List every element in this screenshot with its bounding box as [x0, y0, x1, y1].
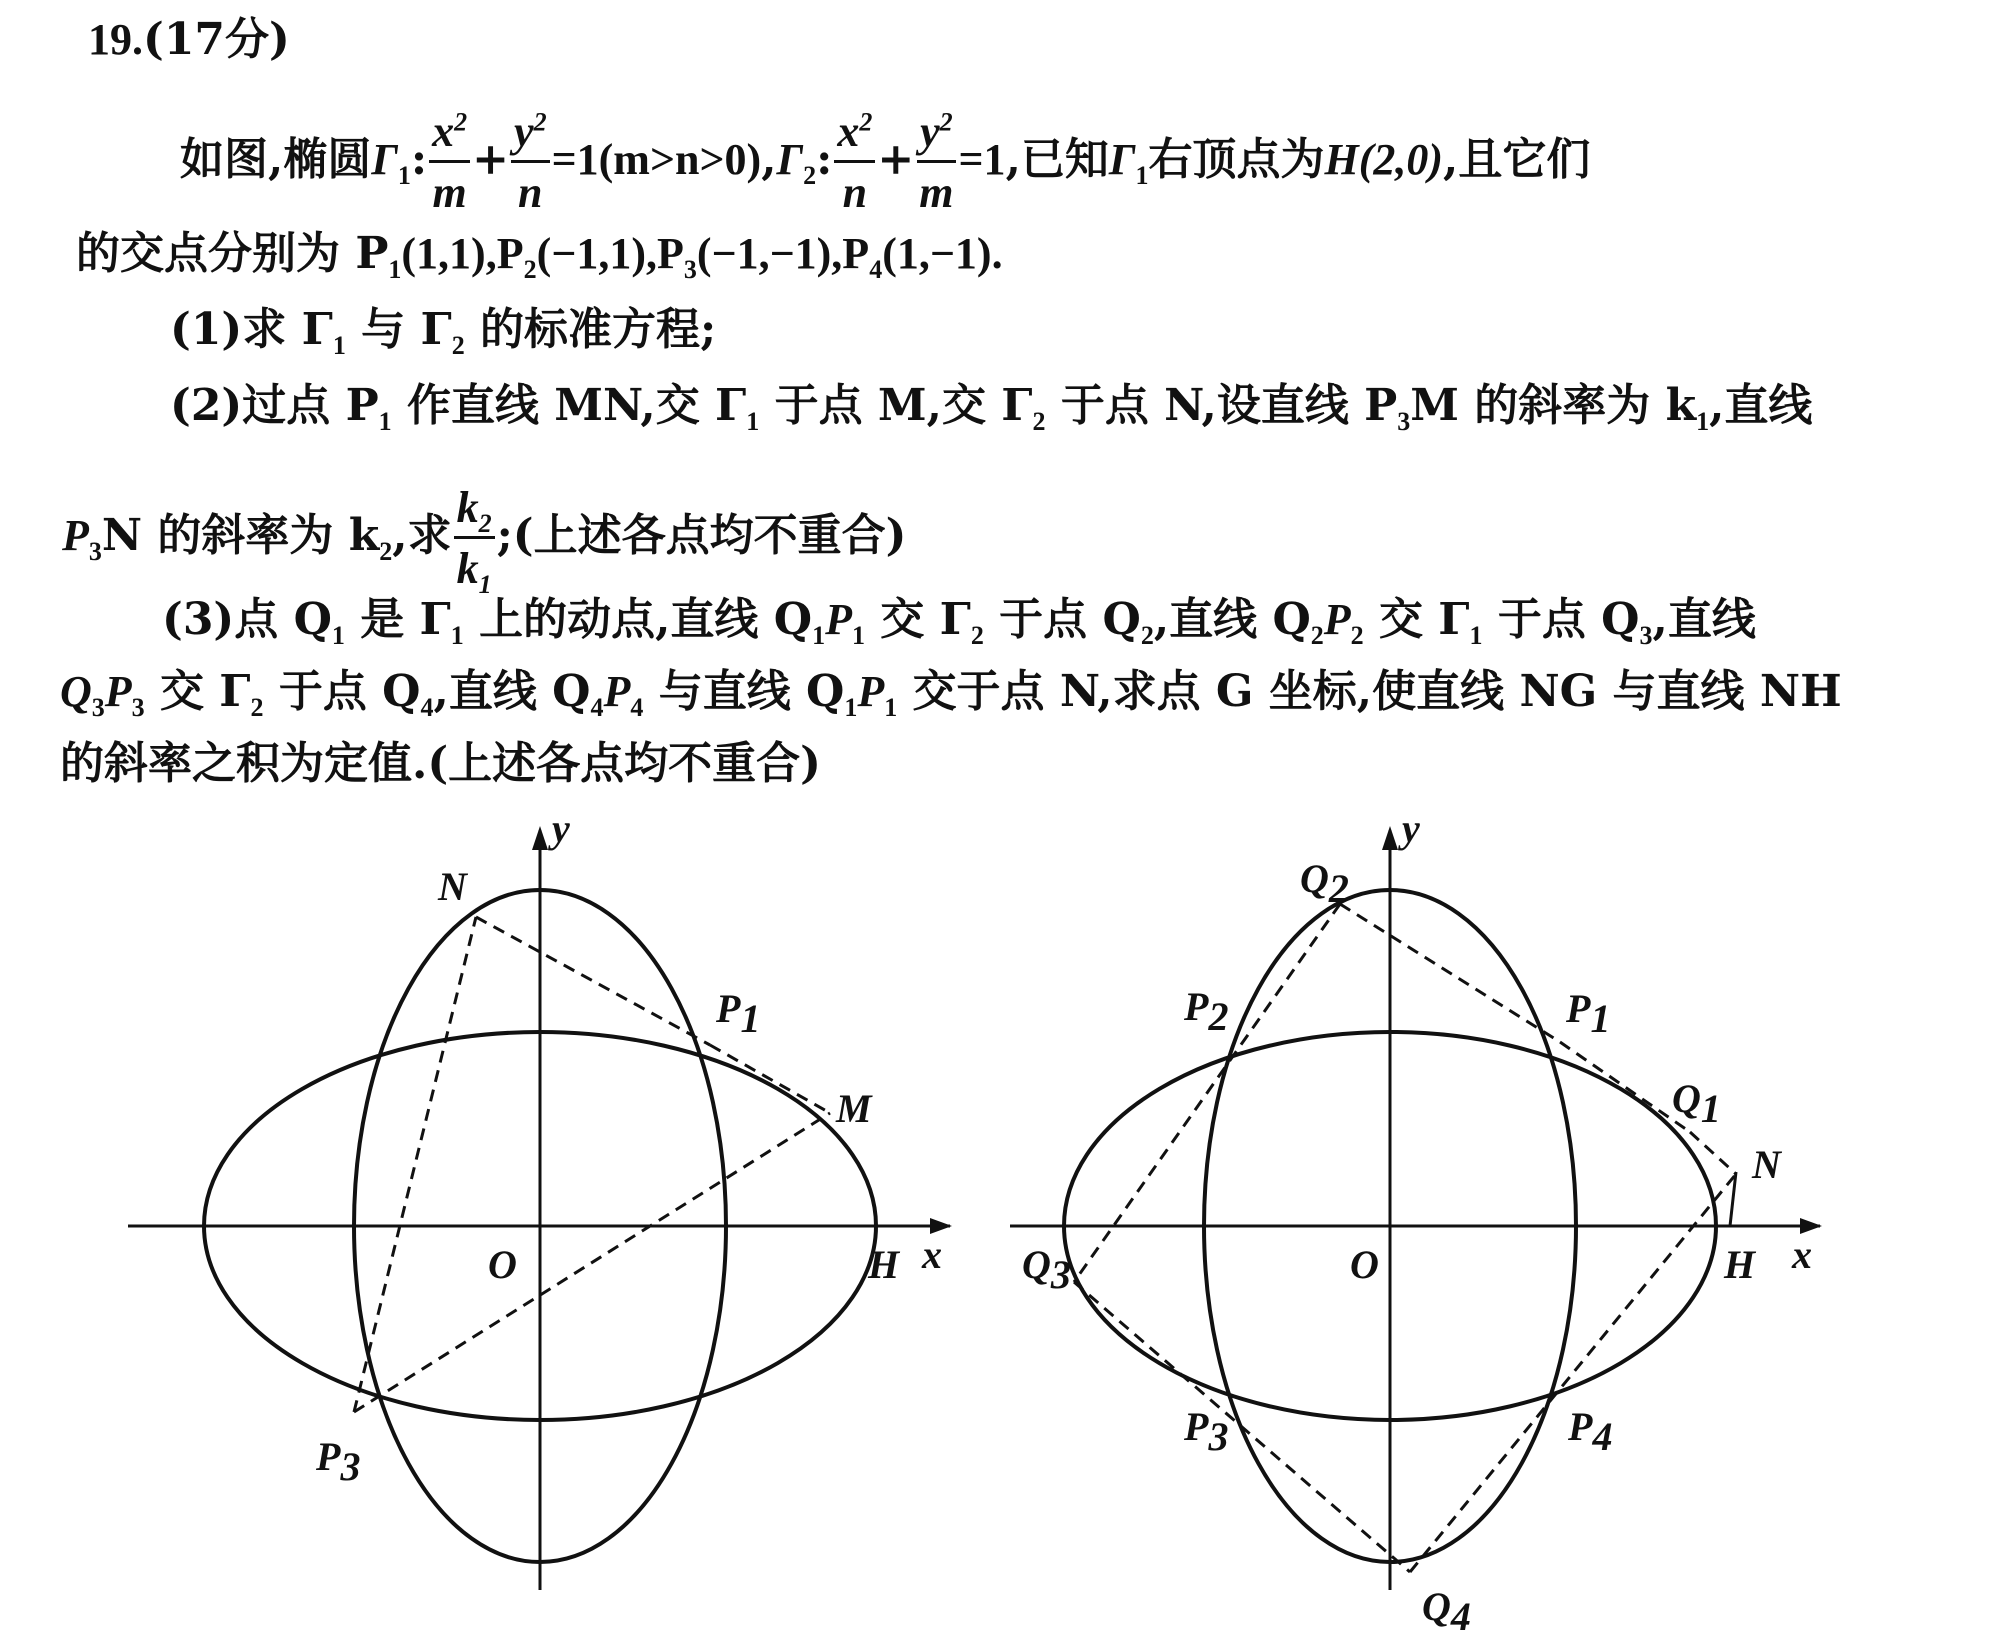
line-p1-m: [710, 1045, 830, 1113]
gamma-symbol: Γ: [371, 135, 398, 184]
sub: 1: [331, 620, 345, 650]
q2-text: P: [62, 511, 89, 560]
intro-text: 右顶点为: [1148, 134, 1325, 185]
sub: 3: [91, 692, 105, 722]
q3-text: 的斜率之积为定值.(上述各点均不重合): [60, 738, 821, 789]
q3-text: 是 Γ: [344, 594, 451, 645]
q3-text: ,直线 Q: [433, 666, 591, 717]
question-2-line-1: [170, 378, 1812, 434]
sub: 2: [1350, 620, 1364, 650]
q3-text: P: [825, 595, 852, 644]
n-symbol: n: [842, 168, 868, 217]
label-y: y: [1402, 806, 1420, 851]
sub: 1: [812, 620, 826, 650]
q2-text: 于点 M,交 Γ: [759, 380, 1033, 431]
q3-text: P: [1323, 595, 1351, 644]
sup: 2: [533, 107, 547, 137]
point-h: H(2,0): [1324, 135, 1443, 184]
q3-text: 交 Γ: [144, 666, 251, 717]
gamma-symbol: Γ: [776, 135, 804, 184]
label-h: H: [1724, 1242, 1756, 1287]
label-n: N: [1752, 1142, 1781, 1187]
intro-line-1: [180, 107, 1591, 217]
sub: 3: [1397, 406, 1411, 436]
sub: 1: [1135, 160, 1149, 190]
m-symbol: m: [919, 168, 954, 217]
fraction-y2-m: [916, 107, 956, 217]
fraction-x2-m: [429, 107, 470, 217]
colon: :: [410, 134, 428, 185]
p2-coords: (−1,1),P: [536, 229, 684, 278]
line-q3-q4: [1074, 1282, 1410, 1572]
sub: 2: [379, 536, 393, 566]
y-axis-arrow-icon: [1382, 826, 1398, 850]
label-p2: P2: [1184, 984, 1229, 1039]
sub: 1: [397, 160, 411, 190]
q1-text: 的标准方程;: [464, 304, 717, 355]
sub: 4: [420, 692, 434, 722]
sub: 2: [250, 692, 264, 722]
k-symbol: k: [456, 544, 479, 593]
q3-text: P: [857, 667, 885, 716]
label-x: x: [922, 1232, 942, 1277]
sub: 1: [378, 406, 392, 436]
p1-coords: (1,1),P: [401, 229, 524, 278]
y-symbol: y: [514, 107, 534, 156]
sub: 1: [1469, 620, 1483, 650]
q2-text: 于点 N,设直线 P: [1045, 380, 1398, 431]
equation-condition: =1(m>n>0): [551, 135, 762, 184]
intro-text: ,且它们: [1443, 134, 1591, 185]
sub: 3: [88, 536, 102, 566]
label-o: O: [1350, 1242, 1379, 1287]
sub: 1: [884, 692, 898, 722]
label-m: M: [836, 1086, 872, 1131]
q3-text: P: [603, 667, 631, 716]
x-symbol: x: [432, 107, 455, 156]
sub: 2: [1032, 406, 1046, 436]
line-q1-n: [1690, 1132, 1736, 1174]
p3-coords: (−1,−1),P: [696, 229, 870, 278]
q2-text: (2)过点 P: [170, 380, 379, 431]
colon: :: [816, 134, 833, 185]
intro-line-2: [76, 226, 1003, 282]
fraction-y2-n: [511, 107, 550, 217]
q3-text: 与直线 Q: [643, 666, 845, 717]
problem-index: 19.: [88, 15, 143, 64]
q3-text: 交于点 N,求点 G 坐标,使直线 NG 与直线 NH: [897, 666, 1842, 717]
label-y: y: [552, 806, 570, 851]
line-q2-p1: [1340, 904, 1560, 1042]
sub: 2: [478, 508, 492, 538]
y-axis-arrow-icon: [532, 826, 548, 850]
label-q2: Q2: [1300, 856, 1349, 911]
sub: 2: [803, 160, 817, 190]
q2-text: M 的斜率为 k: [1410, 380, 1697, 431]
m-symbol: m: [432, 168, 467, 217]
sup: 2: [859, 107, 873, 137]
label-p4: P4: [1568, 1404, 1613, 1459]
k-symbol: k: [456, 483, 479, 532]
label-q3: Q3: [1022, 1242, 1071, 1297]
line-p3-m: [354, 1113, 830, 1412]
sub: 2: [1310, 620, 1324, 650]
q3-text: 交 Γ: [1363, 594, 1470, 645]
sub: 1: [746, 406, 760, 436]
x-symbol: x: [837, 107, 860, 156]
q2-text: 作直线 MN,交 Γ: [391, 380, 747, 431]
sub: 3: [131, 692, 145, 722]
left-figure: [110, 800, 970, 1600]
q3-text: Q: [60, 667, 92, 716]
question-3-line-3: [60, 736, 821, 792]
equation-eq: =1: [958, 135, 1006, 184]
label-q4: Q4: [1422, 1584, 1471, 1630]
sub: 4: [869, 254, 883, 284]
label-p1: P1: [1566, 986, 1611, 1041]
sub: 2: [523, 254, 537, 284]
label-n: N: [438, 864, 467, 909]
sub: 2: [970, 620, 984, 650]
intro-text: 如图,椭圆: [180, 134, 372, 185]
label-o: O: [488, 1242, 517, 1287]
fraction-x2-n: [834, 107, 875, 217]
q3-text: (3)点 Q: [162, 594, 332, 645]
label-p3: P3: [1184, 1404, 1229, 1459]
q3-text: 交 Γ: [864, 594, 971, 645]
sup: 2: [454, 107, 468, 137]
fraction-k2-k1: [454, 483, 495, 599]
y-symbol: y: [920, 107, 940, 156]
question-3-line-2: [60, 664, 1842, 720]
plus: +: [877, 134, 915, 185]
sub: 1: [332, 330, 346, 360]
q1-text: (1)求 Γ: [170, 304, 333, 355]
q3-text: ,直线: [1652, 594, 1756, 645]
label-h: H: [868, 1242, 900, 1287]
question-1: [170, 302, 716, 358]
line-q4-n: [1410, 1174, 1736, 1572]
line-p3-n: [354, 917, 476, 1412]
intro-text: ,已知: [1005, 134, 1109, 185]
q3-text: 上的动点,直线 Q: [463, 594, 813, 645]
sub: 1: [478, 569, 492, 599]
sub: 3: [1639, 620, 1653, 650]
problem-points: (17分): [143, 14, 290, 65]
sub: 2: [1140, 620, 1154, 650]
n-symbol: n: [518, 168, 543, 217]
line-p1-q1: [1560, 1042, 1690, 1132]
label-p1: P1: [716, 986, 761, 1041]
label-p3: P3: [316, 1434, 361, 1489]
sub: 4: [590, 692, 604, 722]
comma: ,: [761, 134, 777, 185]
q2-text: ,直线: [1709, 380, 1813, 431]
q3-text: 于点 Q: [983, 594, 1141, 645]
sub: 3: [683, 254, 697, 284]
q1-text: 与 Γ: [345, 304, 452, 355]
line-n-p1: [476, 917, 710, 1045]
question-2-line-2: [62, 483, 907, 599]
q2-text: ;(上述各点均不重合): [496, 510, 907, 561]
question-3-line-1: [162, 592, 1756, 648]
q3-text: 于点 Q: [1482, 594, 1640, 645]
p4-coords: (1,−1).: [882, 229, 1003, 278]
intro-text: 的交点分别为 P: [76, 228, 389, 279]
q3-text: P: [104, 667, 132, 716]
q2-text: ,求: [392, 510, 452, 561]
label-x: x: [1792, 1232, 1812, 1277]
problem-number: [88, 12, 290, 68]
q3-text: ,直线 Q: [1153, 594, 1311, 645]
label-q1: Q1: [1672, 1076, 1721, 1131]
sub: 1: [851, 620, 865, 650]
sub: 4: [630, 692, 644, 722]
q3-text: 于点 Q: [263, 666, 421, 717]
sub: 1: [450, 620, 464, 650]
sub: 2: [451, 330, 465, 360]
sub: 1: [388, 254, 402, 284]
right-figure: [1000, 800, 1880, 1630]
plus: +: [472, 134, 510, 185]
gamma-symbol: Γ: [1108, 135, 1136, 184]
sub: 1: [1696, 406, 1710, 436]
sub: 1: [844, 692, 858, 722]
q2-text: N 的斜率为 k: [101, 510, 380, 561]
sup: 2: [939, 107, 953, 137]
